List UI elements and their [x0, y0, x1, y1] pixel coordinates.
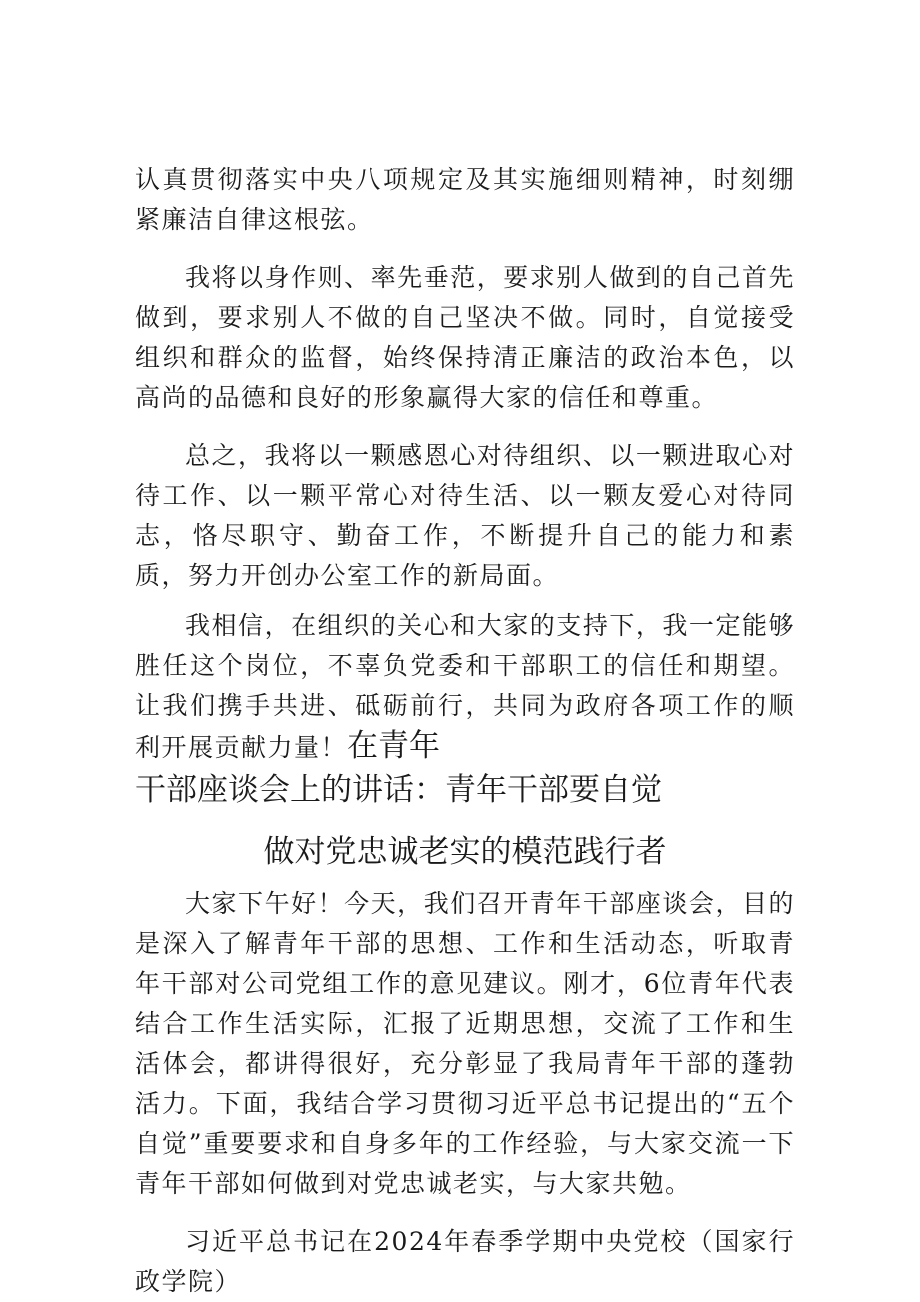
document-page: [135, 160, 795, 1302]
paragraph-6: 习近平总书记在2024年春季学期中央党校（国家行政学院）: [135, 1227, 795, 1296]
paragraph-5: 大家下午好！今天，我们召开青年干部座谈会，目的是深入了解青年干部的思想、工作和生活动态，听取青年干部对公司党组工作的意见建议。刚才，6位青年代表结合工作生活实际，汇报了近期思想，交流了工作和生活体会，都讲得很好，充分彰显了我局青年干部的蓬勃活力。下面，我结合学习贯彻习近平总书记提出的“五个自觉”重要要求和自身多年的工作经验，与大家交流一下青年干部如何做到对党忠诚老实，与大家共勉。: [135, 889, 795, 1198]
title-part-2: 干部座谈会上的讲话：青年干部要自觉: [135, 772, 662, 808]
paragraph-3: 总之，我将以一颗感恩心对待组织、以一颗进取心对待工作、以一颗平常心对待生活、以一颗友爱心对待同志，恪尽职守、勤奋工作，不断提升自己的能力和素质，努力开创办公室工作的新局面。: [135, 441, 795, 590]
paragraph-2: 我将以身作则、率先垂范，要求别人做到的自己首先做到，要求别人不做的自己坚决不做。同时，自觉接受组织和群众的监督，始终保持清正廉洁的政治本色，以高尚的品德和良好的形象赢得大家的信任和尊重。: [135, 263, 795, 412]
title-part-1: 在青年: [347, 728, 441, 764]
paragraph-4: [135, 606, 795, 768]
title-part-3: 做对党忠诚老实的模范践行者: [263, 834, 667, 870]
paragraph-1: 认真贯彻落实中央八项规定及其实施细则精神，时刻绷紧廉洁自律这根弦。: [135, 165, 795, 234]
paragraph-4-text: 我相信，在组织的关心和大家的支持下，我一定能够胜任这个岗位，不辜负党委和干部职工的信任和期望。让我们携手共进、砥砺前行，共同为政府各项工作的顺利开展贡献力量！: [135, 611, 795, 762]
